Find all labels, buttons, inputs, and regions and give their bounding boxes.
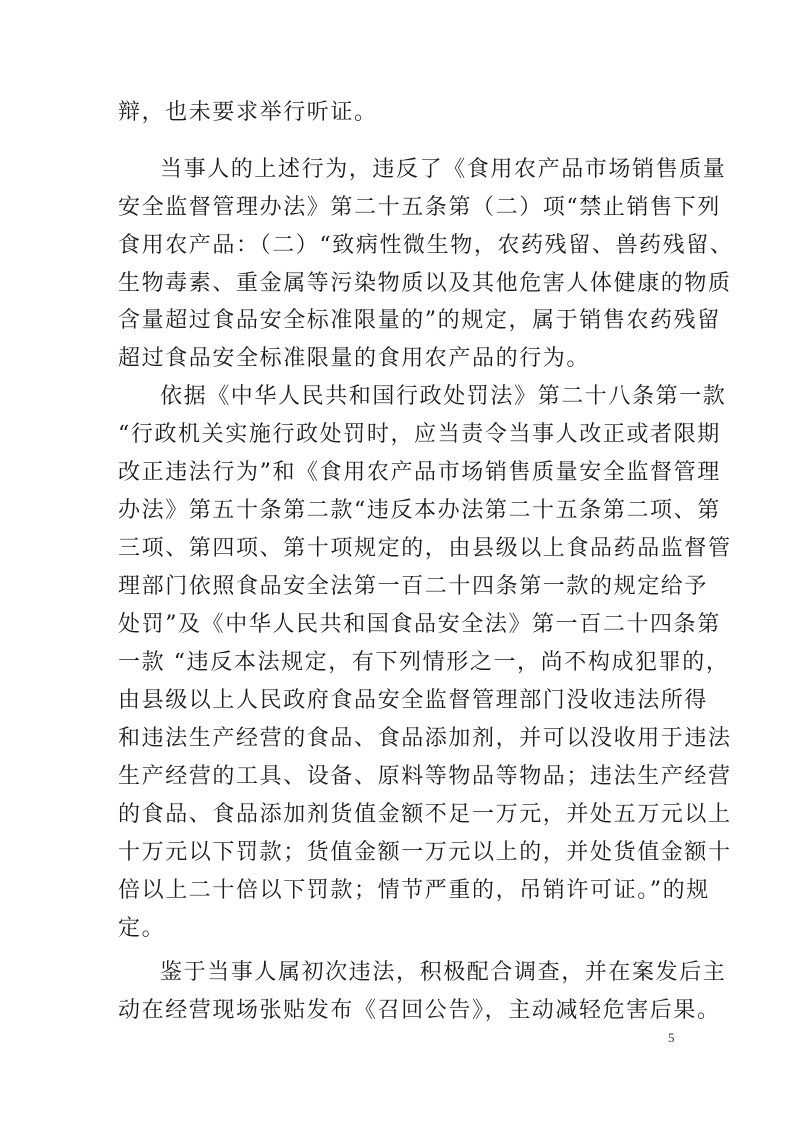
text-line: 由县级以上人民政府食品安全监督管理部门没收违法所得 xyxy=(118,688,709,713)
text-line: 和违法生产经营的食品、食品添加剂，并可以没收用于违法 xyxy=(118,726,732,751)
text-line: 生产经营的工具、设备、原料等物品等物品；违法生产经营 xyxy=(118,764,732,789)
text-line: 十万元以下罚款；货值金额一万元以上的，并处货值金额十 xyxy=(118,840,732,865)
text-line: 含量超过食品安全标准限量的”的规定，属于销售农药残留 xyxy=(118,308,721,333)
paragraph-first-line: 鉴于当事人属初次违法，积极配合调查，并在案发后主 xyxy=(160,960,727,985)
text-line: 处罚”及《中华人民共和国食品安全法》第一百二十四条第 xyxy=(118,612,721,637)
text-line: 办法》第五十条第二款“违反本办法第二十五条第二项、第 xyxy=(118,498,721,523)
text-line: 的食品、食品添加剂货值金额不足一万元，并处五万元以上 xyxy=(118,802,732,827)
paragraph-first-line: 依据《中华人民共和国行政处罚法》第二十八条第一款 xyxy=(160,384,727,409)
paragraph-first-line: 当事人的上述行为，违反了《食用农产品市场销售质量 xyxy=(160,157,727,182)
text-line: 辩，也未要求举行听证。 xyxy=(118,100,378,125)
text-line: 生物毒素、重金属等污染物质以及其他危害人体健康的物质 xyxy=(118,271,732,296)
text-line: 一款 “违反本法规定，有下列情形之一，尚不构成犯罪的， xyxy=(118,650,730,675)
text-line: 改正违法行为”和《食用农产品市场销售质量安全监督管理 xyxy=(118,460,721,485)
text-line: 倍以上二十倍以下罚款；情节严重的，吊销许可证。”的规 xyxy=(118,878,710,903)
text-line: 理部门依照食品安全法第一百二十四条第一款的规定给予 xyxy=(118,574,709,599)
text-line: 超过食品安全标准限量的食用农产品的行为。 xyxy=(118,346,591,371)
text-line: “行政机关实施行政处罚时，应当责令当事人改正或者限期 xyxy=(118,422,721,447)
text-line: 动在经营现场张贴发布《召回公告》，主动减轻危害后果。 xyxy=(118,998,721,1023)
text-line: 食用农产品：（二）“致病性微生物，农药残留、兽药残留、 xyxy=(118,233,734,258)
page-number: 5 xyxy=(668,1030,675,1045)
text-line: 安全监督管理办法》第二十五条第（二）项“禁止销售下列 xyxy=(118,195,721,220)
text-line: 定。 xyxy=(118,916,166,941)
text-line: 三项、第四项、第十项规定的，由县级以上食品药品监督管 xyxy=(118,536,732,561)
